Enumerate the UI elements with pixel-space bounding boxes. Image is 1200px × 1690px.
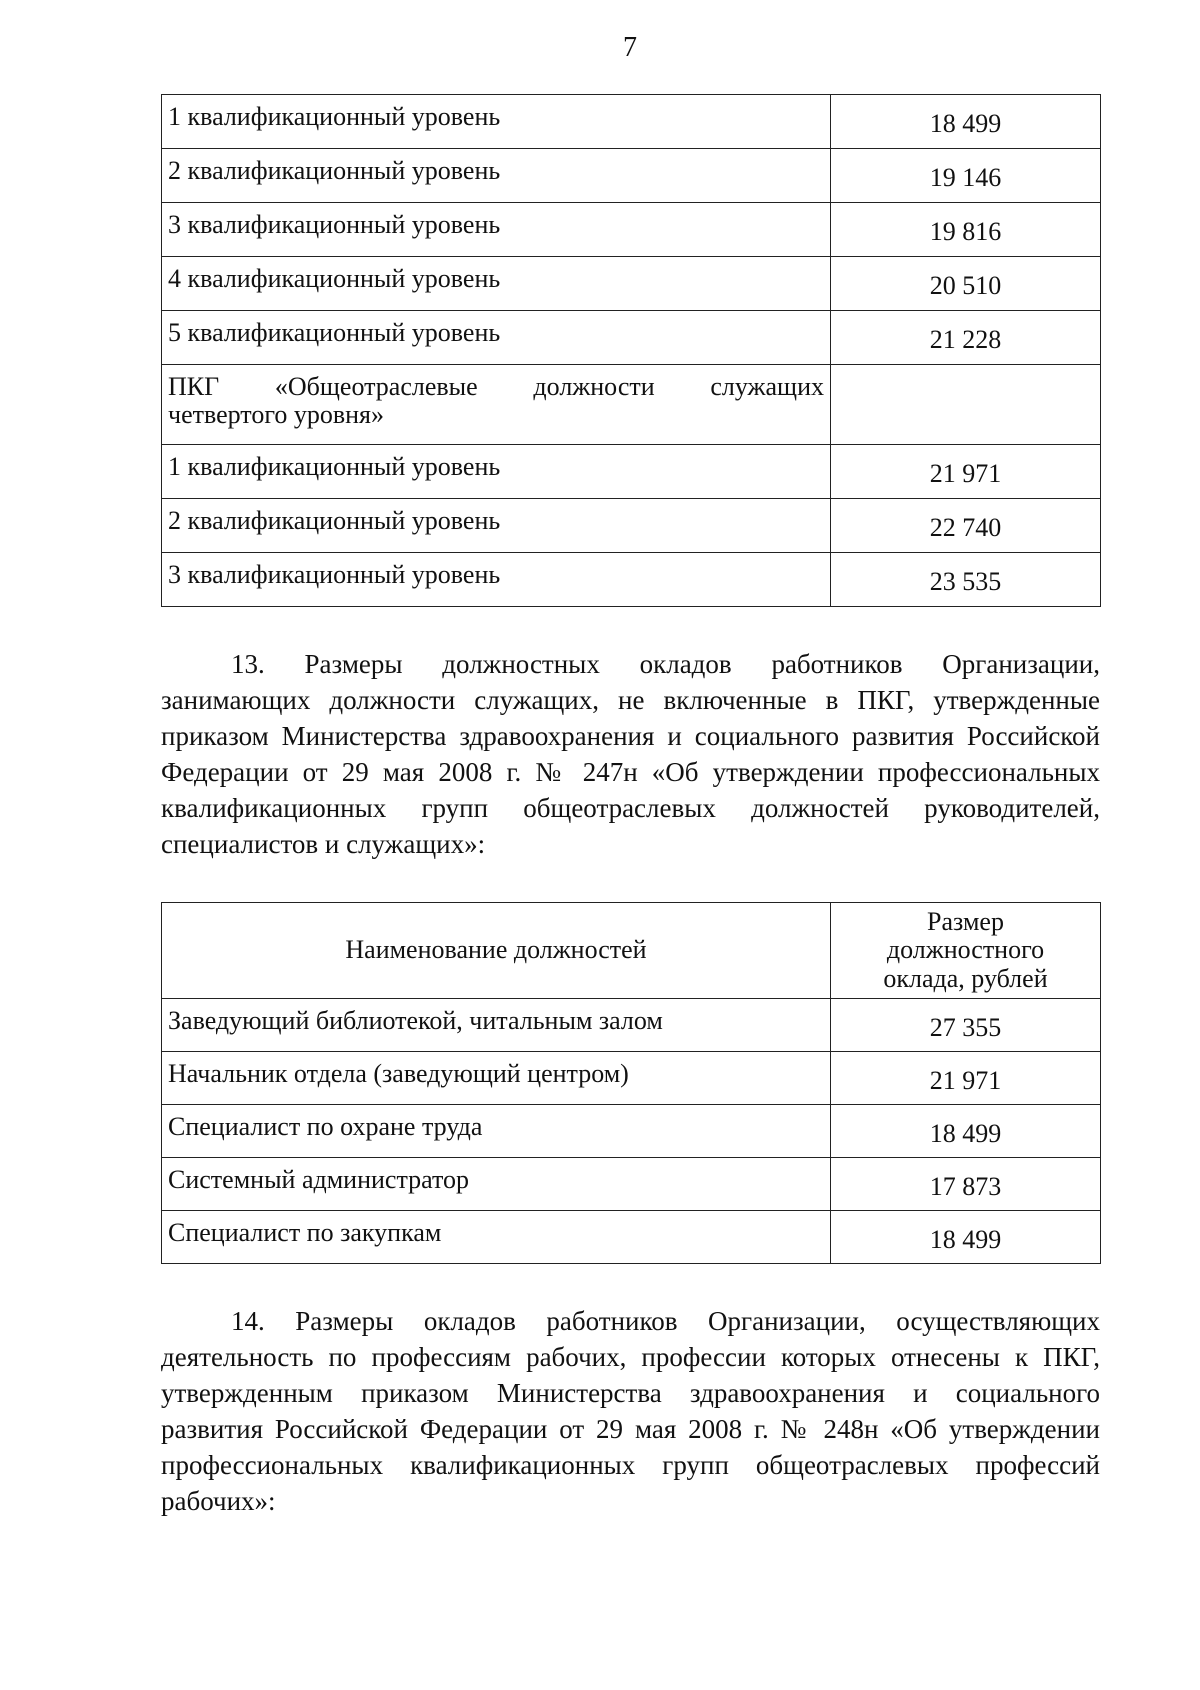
paragraph-line: деятельность по профессиям рабочих, профессии которых отнесены к ПКГ, <box>161 1342 1100 1372</box>
position-label: Начальник отдела (заведующий центром) <box>162 1052 831 1105</box>
table-row <box>162 95 1101 149</box>
column-header-salary-line3: оклада, рублей <box>883 963 1048 993</box>
position-label: Специалист по закупкам <box>162 1211 831 1264</box>
paragraph-line: квалификационных групп общеотраслевых должностей руководителей, <box>161 793 1100 823</box>
level-label: 1 квалификационный уровень <box>162 95 831 149</box>
salary-value: 23 535 <box>831 553 1101 607</box>
page-number: 7 <box>623 32 637 63</box>
salary-levels-table <box>161 94 1101 607</box>
salary-value: 18 499 <box>831 1105 1101 1158</box>
table-row <box>162 1211 1101 1264</box>
positions-salary-table <box>161 902 1101 1264</box>
table-row <box>162 1105 1101 1158</box>
table-row <box>162 149 1101 203</box>
table-row <box>162 499 1101 553</box>
table-row <box>162 553 1101 607</box>
level-label: 3 квалификационный уровень <box>162 553 831 607</box>
column-header-salary <box>831 903 1101 999</box>
column-header-salary-line1: Размер <box>927 907 1004 937</box>
paragraph-line: Федерации от 29 мая 2008 г. № 247н «Об утверждении профессиональных <box>161 757 1100 787</box>
level-label: 5 квалификационный уровень <box>162 311 831 365</box>
position-label: Заведующий библиотекой, читальным залом <box>162 999 831 1052</box>
position-label: Специалист по охране труда <box>162 1105 831 1158</box>
paragraph-line: занимающих должности служащих, не включенные в ПКГ, утвержденные <box>161 685 1100 715</box>
table-row-group-header <box>162 365 1101 445</box>
paragraph-line: приказом Министерства здравоохранения и социального развития Российской <box>161 721 1100 751</box>
salary-value: 18 499 <box>831 1211 1101 1264</box>
salary-value: 19 146 <box>831 149 1101 203</box>
salary-value: 21 228 <box>831 311 1101 365</box>
table-row <box>162 445 1101 499</box>
table-row <box>162 1052 1101 1105</box>
paragraph-line: 14. Размеры окладов работников Организации, осуществляющих <box>231 1306 1100 1336</box>
column-header-salary-line2: должностного <box>886 935 1045 965</box>
group-label-line2: четвертого уровня» <box>168 400 384 430</box>
level-label: 3 квалификационный уровень <box>162 203 831 257</box>
salary-value: 20 510 <box>831 257 1101 311</box>
table-row <box>162 999 1101 1052</box>
column-header-positions: Наименование должностей <box>162 903 831 999</box>
table-row <box>162 203 1101 257</box>
level-label: 2 квалификационный уровень <box>162 149 831 203</box>
paragraph-14 <box>161 1303 1100 1519</box>
salary-value: 27 355 <box>831 999 1101 1052</box>
paragraph-line: развития Российской Федерации от 29 мая 2008 г. № 248н «Об утверждении <box>161 1414 1100 1444</box>
paragraph-line: профессиональных квалификационных групп общеотраслевых профессий <box>161 1450 1100 1480</box>
paragraph-line: 13. Размеры должностных окладов работников Организации, <box>231 649 1100 679</box>
paragraph-line: рабочих»: <box>161 1486 276 1516</box>
table-row <box>162 1158 1101 1211</box>
table-header-row <box>162 903 1101 999</box>
table-row <box>162 257 1101 311</box>
level-label: 4 квалификационный уровень <box>162 257 831 311</box>
salary-value: 17 873 <box>831 1158 1101 1211</box>
paragraph-line: утвержденным приказом Министерства здравоохранения и социального <box>161 1378 1100 1408</box>
paragraph-13 <box>161 646 1100 862</box>
salary-value: 21 971 <box>831 1052 1101 1105</box>
salary-value: 19 816 <box>831 203 1101 257</box>
salary-value: 22 740 <box>831 499 1101 553</box>
salary-value-empty <box>831 365 1101 445</box>
position-label: Системный администратор <box>162 1158 831 1211</box>
salary-value: 21 971 <box>831 445 1101 499</box>
group-label-line1: ПКГ «Общеотраслевые должности служащих <box>168 372 824 401</box>
paragraph-line: специалистов и служащих»: <box>161 829 486 859</box>
level-label: 1 квалификационный уровень <box>162 445 831 499</box>
level-label: 2 квалификационный уровень <box>162 499 831 553</box>
salary-value: 18 499 <box>831 95 1101 149</box>
table-row <box>162 311 1101 365</box>
group-label <box>162 365 831 445</box>
